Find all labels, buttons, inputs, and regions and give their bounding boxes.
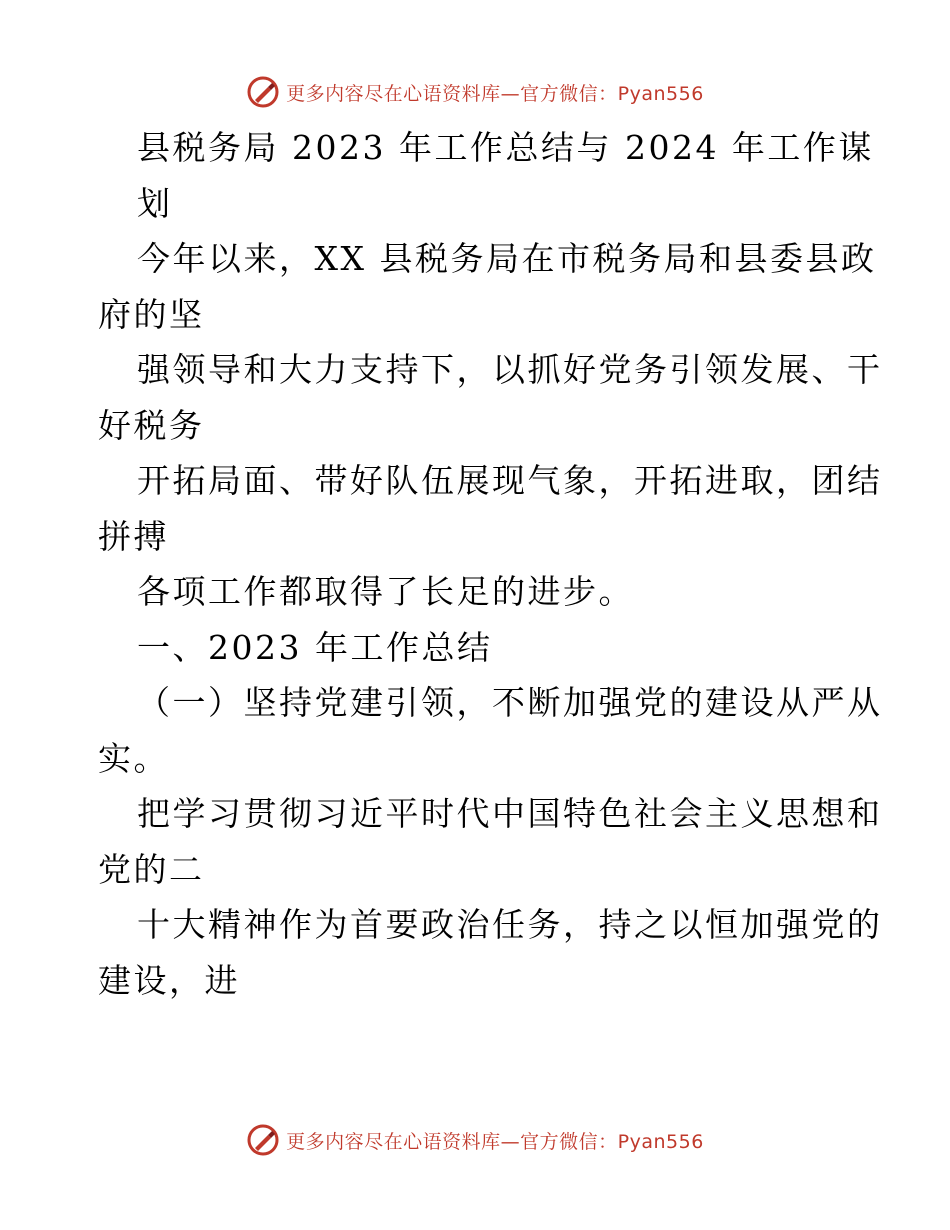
text-line: 强领导和大力支持下，以抓好党务引领发展、干 — [137, 350, 883, 389]
text-line: 开拓局面、带好队伍展现气象，开拓进取，团结 — [137, 461, 883, 500]
text-line: 一、2023 年工作总结 — [137, 627, 493, 667]
text-line: 把学习贯彻习近平时代中国特色社会主义思想和 — [137, 794, 883, 833]
header-watermark — [0, 72, 950, 112]
footer-watermark — [0, 1120, 950, 1160]
document-body — [0, 120, 950, 1008]
watermark-text: 更多内容尽在心语资料库—官方微信：Pyan556 — [286, 82, 704, 105]
pen-logo-icon — [246, 1123, 280, 1157]
text-line: 党的二 — [98, 849, 205, 889]
pen-logo-icon — [246, 75, 280, 109]
text-line: 今年以来，XX 县税务局在市税务局和县委县政 — [137, 239, 877, 278]
text-line: 建设，进 — [98, 960, 240, 1000]
text-line: 拼搏 — [98, 516, 169, 556]
text-line: 十大精神作为首要政治任务，持之以恒加强党的 — [137, 905, 883, 944]
text-line: （一）坚持党建引领，不断加强党的建设从严从 — [137, 683, 883, 722]
text-line: 实。 — [98, 738, 169, 778]
watermark-text: 更多内容尽在心语资料库—官方微信：Pyan556 — [286, 1130, 704, 1153]
text-line: 县税务局 2023 年工作总结与 2024 年工作谋 — [137, 128, 874, 167]
text-line: 好税务 — [98, 405, 205, 445]
text-line: 划 — [137, 183, 173, 223]
text-line: 府的坚 — [98, 294, 205, 334]
text-line: 各项工作都取得了长足的进步。 — [137, 572, 634, 611]
